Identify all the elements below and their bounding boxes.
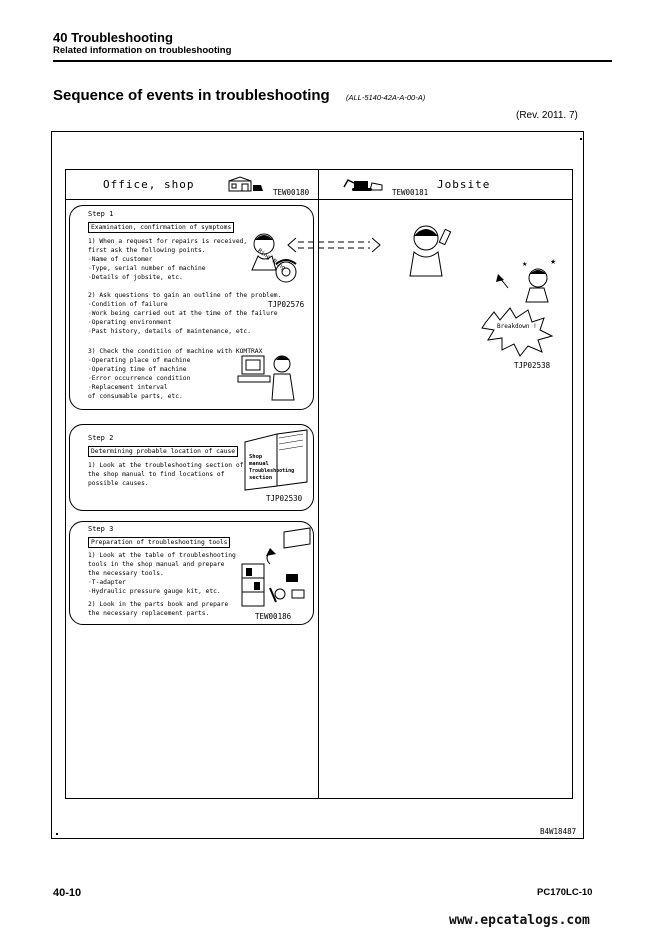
header-divider [65,199,573,200]
step-1-title-box: Examination, confirmation of symptoms [88,222,234,233]
step-1-line: ·Operating environment [88,319,172,326]
step-3-line: tools in the shop manual and prepare [88,561,225,568]
step-1-line: ·Past history, details of maintenance, etc. [88,328,252,335]
book-text: Troubleshooting [249,468,295,474]
page-number: 40-10 [53,887,82,899]
communication-arrow [286,237,382,253]
step-3-illustration-code: TEW00186 [255,612,292,621]
step-2-illustration-code: TJP02530 [266,494,303,503]
step-2-title-box: Determining probable location of cause [88,446,238,457]
figure-code: B4W18487 [540,827,577,836]
chapter-title: 40 Troubleshooting [53,30,173,45]
step-3-line: the necessary tools. [88,570,164,577]
shop-building-icon [228,176,264,192]
jobsite-heading: Jobsite [437,178,491,191]
step-1-line: ·Replacement interval [88,384,168,391]
step-1-line: ·Error occurrence condition [88,375,191,382]
website-link[interactable]: www.epcatalogs.com [449,913,590,928]
breakdown-label: Breakdown ! [497,323,537,330]
step-3-line: 1) Look at the table of troubleshooting [88,552,236,559]
corner-dot [56,833,58,835]
step-3-title-box: Preparation of troubleshooting tools [88,537,230,548]
excavator-icon [342,175,384,192]
step-1-line: 1) When a request for repairs is received, [88,238,248,245]
step-1-line: first ask the following points. [88,247,206,254]
step-1-line: 3) Check the condition of machine with KOMTRAX [88,348,263,355]
ring-text: Ring Ring [256,247,287,272]
step-3-line: ·Hydraulic pressure gauge kit, etc. [88,588,221,595]
office-shop-heading: Office, shop [103,178,195,191]
step-1-line: ·Condition of failure [88,301,168,308]
book-text: Shop [249,454,263,460]
book-text: section [249,475,273,481]
step-1-illustration-code: TJP02576 [268,300,305,309]
step-1-label: Step 1 [88,210,114,218]
svg-text:★: ★ [550,258,557,266]
step-1-line: ·Work being carried out at the time of the failure [88,310,278,317]
breakdown-machine-illustration [478,258,560,358]
corner-dot [580,138,582,140]
step-1-line: ·Name of customer [88,256,153,263]
step-3-line: 2) Look in the parts book and prepare [88,601,229,608]
document-code: (ALL-5140-42A-A-00-A) [346,93,426,102]
step-2-label: Step 2 [88,434,114,442]
operator-phone-illustration [402,222,460,280]
model-name: PC170LC-10 [537,887,593,898]
step-3-line: ·T-adapter [88,579,126,586]
header-rule [53,60,612,62]
step-1-line: ·Details of jobsite, etc. [88,274,183,281]
office-illustration-code: TEW00180 [273,188,310,197]
page-title: Sequence of events in troubleshooting [53,87,330,104]
step-1-line: 2) Ask questions to gain an outline of the problem. [88,292,282,299]
step-2-line: 1) Look at the troubleshooting section of [88,462,244,469]
komtrax-terminal-illustration [238,350,298,402]
step-3-label: Step 3 [88,525,114,533]
step-3-line: the necessary replacement parts. [88,610,210,617]
svg-text:★: ★ [522,261,528,268]
tools-cabinet-illustration [240,528,312,610]
book-text: manual [249,461,269,467]
step-1-line: ·Operating place of machine [88,357,191,364]
step-2-line: the shop manual to find locations of [88,471,225,478]
jobsite-illustration-code-2: TJP02538 [514,361,551,370]
revision-label: (Rev. 2011. 7) [516,110,578,121]
step-1-line: of consumable parts, etc. [88,393,183,400]
jobsite-illustration-code: TEW00181 [392,188,429,197]
section-subtitle: Related information on troubleshooting [53,45,232,56]
step-1-line: ·Type, serial number of machine [88,265,206,272]
column-divider [318,169,319,799]
step-2-line: possible causes. [88,480,149,487]
step-1-line: ·Operating time of machine [88,366,187,373]
